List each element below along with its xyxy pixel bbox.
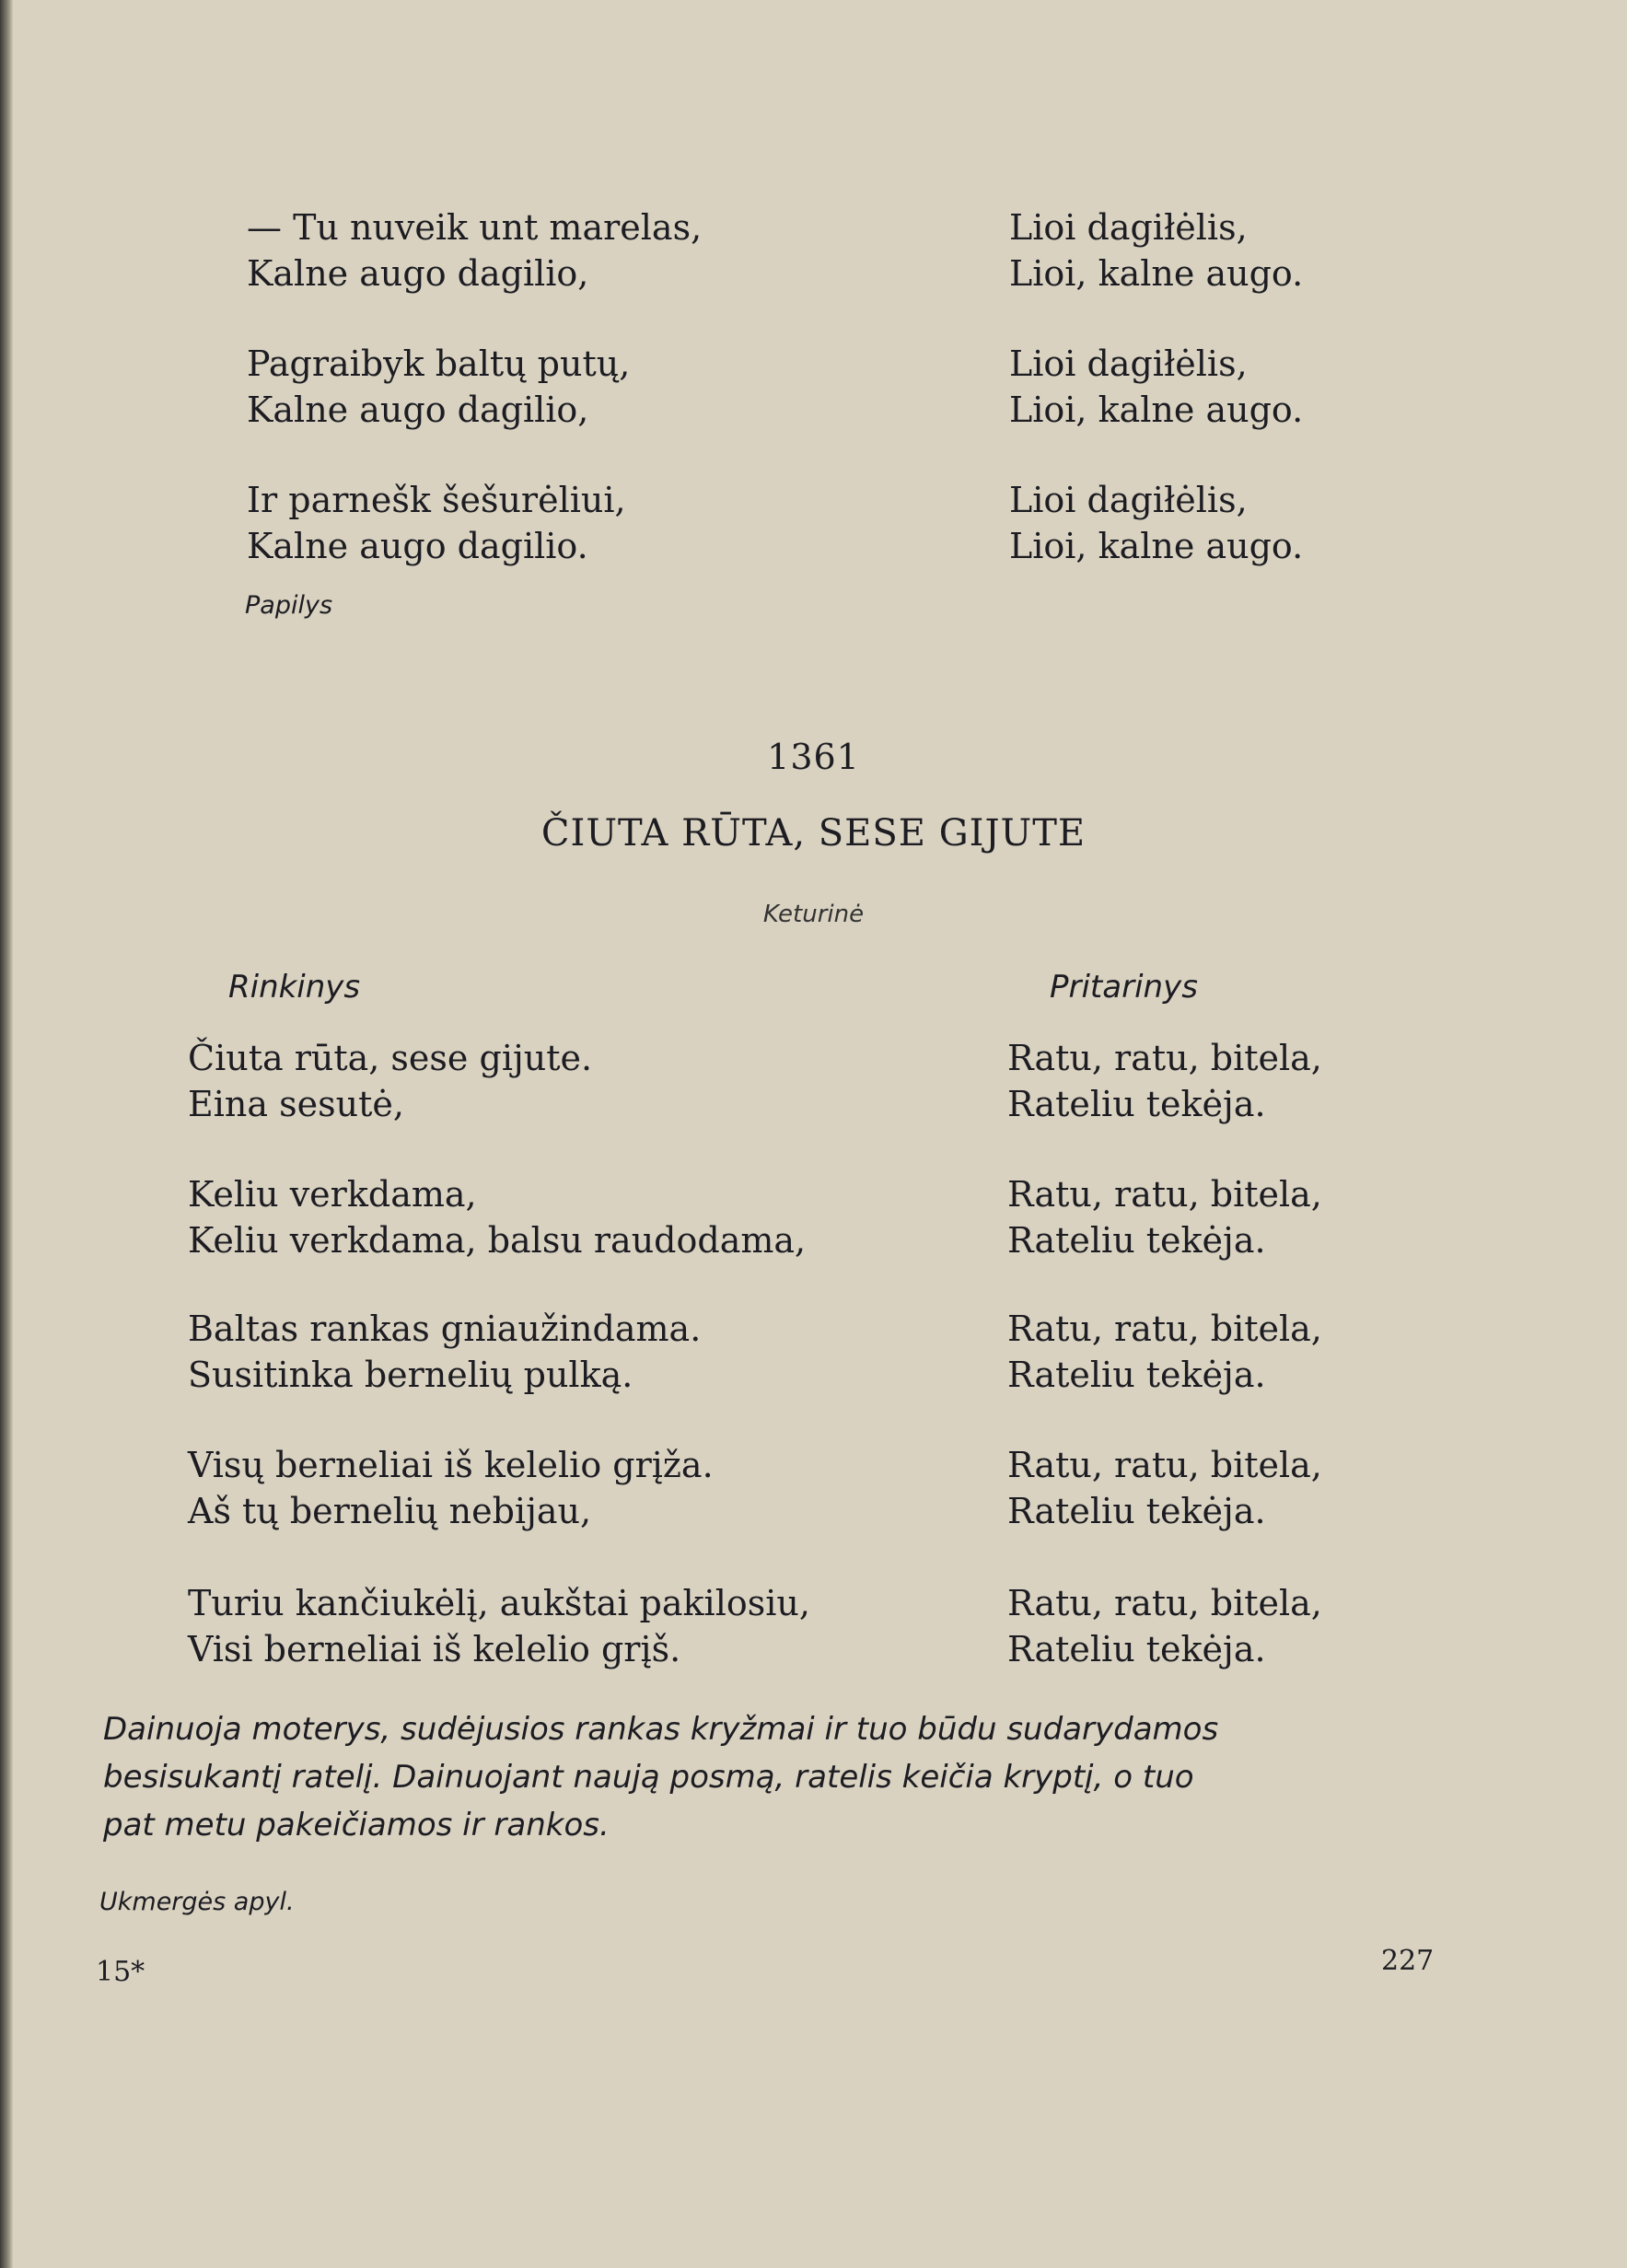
column-heading-left: Rinkinys [228, 969, 361, 1006]
prev-stanza-2-left [247, 341, 630, 433]
stanza-2-right [1007, 1171, 1322, 1263]
prev-stanza-2-right [1009, 341, 1303, 433]
note-line: pat metu pakeičiamos ir rankos. [103, 1807, 610, 1843]
refrain-line: Lioi, kalne augo. [1009, 253, 1304, 294]
song-subtitle: Keturinė [762, 901, 865, 928]
refrain-line: Rateliu tekėja. [1007, 1629, 1266, 1669]
refrain-line: Ratu, ratu, bitela, [1007, 1583, 1322, 1623]
verse-line: Kalne augo dagilio. [247, 526, 588, 566]
page-number: 227 [1381, 1945, 1435, 1977]
refrain-line: Ratu, ratu, bitela, [1007, 1308, 1322, 1349]
verse-line: Visi berneliai iš kelelio grįš. [188, 1629, 681, 1669]
refrain-line: Lioi, kalne augo. [1009, 526, 1304, 566]
refrain-line: Lioi, kalne augo. [1009, 390, 1304, 430]
stanza-1-left [188, 1035, 592, 1127]
printer-signature: 15* [96, 1956, 145, 1988]
prev-song-place: Papilys [245, 591, 333, 620]
refrain-line: Lioi dagiłėlis, [1009, 480, 1248, 520]
verse-line: Kalne augo dagilio, [247, 253, 589, 294]
stanza-5-left [188, 1580, 810, 1672]
stanza-3-right [1007, 1306, 1322, 1398]
stanza-2-left [188, 1171, 806, 1263]
verse-line: Aš tų bernelių nebijau, [188, 1491, 592, 1531]
stanza-4-left [188, 1442, 714, 1534]
refrain-line: Rateliu tekėja. [1007, 1355, 1266, 1395]
verse-line: Kalne augo dagilio, [247, 390, 589, 430]
verse-line: Ir parnešk šešurėliui, [247, 480, 626, 520]
refrain-line: Ratu, ratu, bitela, [1007, 1445, 1322, 1485]
refrain-line: Lioi dagiłėlis, [1009, 343, 1248, 384]
stanza-1-right [1007, 1035, 1322, 1127]
stanza-3-left [188, 1306, 701, 1398]
verse-line: Pagraibyk baltų putų, [247, 343, 631, 384]
refrain-line: Rateliu tekėja. [1007, 1220, 1266, 1261]
verse-line: Čiuta rūta, sese gijute. [188, 1038, 593, 1078]
column-heading-right: Pritarinys [1050, 969, 1198, 1006]
note-line: besisukantį ratelį. Dainuojant naują posmą, ratelis keičia kryptį, o tuo [103, 1759, 1194, 1796]
prev-stanza-3-left [247, 477, 626, 569]
refrain-line: Rateliu tekėja. [1007, 1084, 1266, 1124]
prev-stanza-1-right [1009, 204, 1303, 297]
verse-line: Baltas rankas gniaužindama. [188, 1308, 702, 1349]
verse-line: Keliu verkdama, [188, 1174, 477, 1215]
refrain-line: Lioi dagiłėlis, [1009, 207, 1248, 248]
song-number: 1361 [767, 737, 860, 777]
verse-line: Keliu verkdama, balsu raudodama, [188, 1220, 807, 1261]
book-spine-edge [0, 0, 13, 2268]
prev-stanza-3-right [1009, 477, 1303, 569]
refrain-line: Ratu, ratu, bitela, [1007, 1038, 1322, 1078]
verse-line: Turiu kančiukėlį, aukštai pakilosiu, [188, 1583, 810, 1623]
song-title: ČIUTA RŪTA, SESE GIJUTE [540, 812, 1087, 855]
song-place: Ukmergės apyl. [99, 1888, 295, 1916]
verse-line: — Tu nuveik unt marelas, [247, 207, 703, 248]
performance-note [103, 1705, 1218, 1849]
note-line: Dainuoja moterys, sudėjusios rankas kryžmai ir tuo būdu sudarydamos [103, 1711, 1219, 1748]
refrain-line: Ratu, ratu, bitela, [1007, 1174, 1322, 1215]
verse-line: Visų berneliai iš kelelio grįža. [188, 1445, 714, 1485]
verse-line: Susitinka bernelių pulką. [188, 1355, 633, 1395]
verse-line: Eina sesutė, [188, 1084, 404, 1124]
refrain-line: Rateliu tekėja. [1007, 1491, 1266, 1531]
stanza-5-right [1007, 1580, 1322, 1672]
prev-stanza-1-left [247, 204, 702, 297]
stanza-4-right [1007, 1442, 1322, 1534]
